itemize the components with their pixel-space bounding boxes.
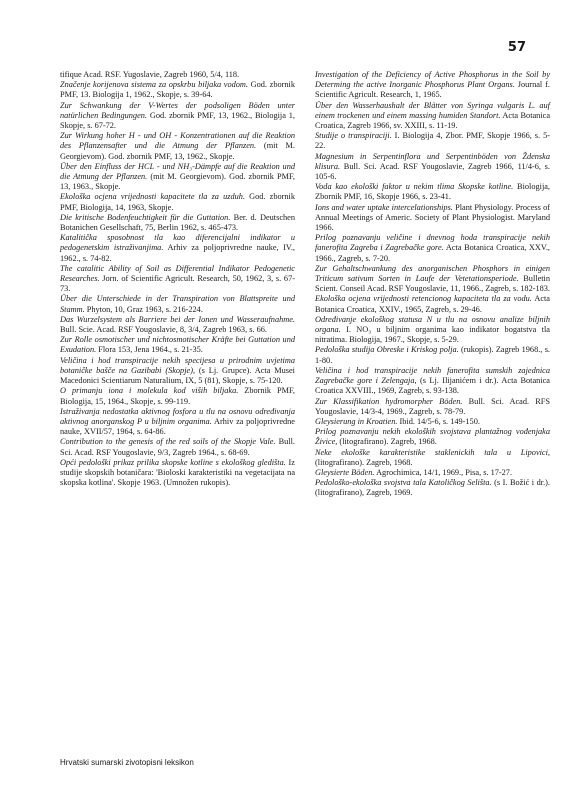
entry-source: (litografirano). Zagreb, 1968. xyxy=(315,457,413,467)
entry-source: (litografirano). Zagreb, 1968. xyxy=(337,437,437,447)
bibliography-entry xyxy=(315,397,550,417)
entry-title: Zur Gehaltschwankung des anorganischen Phosphors in einigen Triticum sativum Sorten in Laufe der Vetetationsperiode. xyxy=(315,263,550,284)
entry-title: Das Wurzelsystem als Barriere bei der Ionen und Wasseraufnahme. xyxy=(60,314,295,324)
bibliography-entry xyxy=(315,101,550,132)
bibliography-entry xyxy=(60,233,295,264)
bibliography-entry xyxy=(60,458,295,489)
bibliography-entry xyxy=(60,294,295,314)
right-column xyxy=(315,70,550,499)
bibliography-entry xyxy=(315,366,550,397)
entry-title: Neke ekološke karakteristike staklenickih tala u Lipovici, xyxy=(315,447,550,457)
bibliography-entry xyxy=(60,386,295,406)
entry-source: God. zbornik PMF, 13, 1962., Biologija 1, Skopje, s. 67-72. xyxy=(60,110,295,131)
entry-title: Ekološka ocjena vrijednosti kapacitete tla za uzduh. xyxy=(60,192,245,202)
entry-title: Gleysierte Böden. xyxy=(315,467,375,477)
bibliography-entry xyxy=(315,203,550,234)
entry-title: Veličina i hod transpiracije nekih fanerofita sumskih zajednica Zagrebačke gore i Zelengaja, xyxy=(315,365,550,386)
entry-source: Acta Botanica Croatica, Zagreb 1966, sv. XXIII, s. 11-19. xyxy=(315,110,550,131)
bibliography-entry xyxy=(60,101,295,132)
entry-source: Flora 153, Jena 1964., s. 21-35. xyxy=(96,345,203,355)
entry-title: Zur Schwankung der V-Wertes der podsoligen Böden unter natürlichen Bedingungen. xyxy=(60,100,295,120)
entry-source: Biologija, Zbornik PMF, 16, Skopje 1966, s. 23-41. xyxy=(315,182,551,202)
entry-title: Istraživanja nedostatka aktivnog fosfora u tlu na osnovu određivanja aktivnog anorganskog P u biljnim organima. xyxy=(60,406,295,426)
entry-source: Jorn. of Scientific Agricult. Research, 50, 1962, 3, s. 67-73. xyxy=(60,274,295,294)
entry-source: (s Lj. Ilijanićem i dr.). Acta Botanica Croatica XXVIII., 1969, Zagreb, s. 93-138. xyxy=(315,376,550,396)
entry-title: Određivanje ekološkog statusa N u tlu na osnovu analize biljnih organa. xyxy=(315,314,550,335)
entry-source: Phyton, 10, Graz 1963, s. 216-224. xyxy=(84,304,203,314)
entry-title: Über den Wasserhaushalt der Blätter von Syringa vulgaris L. auf einem trockenen und einem massing humiden Standort. xyxy=(315,100,550,120)
entry-title: O primanju iona i molekula kod viših biljaka. xyxy=(60,386,239,396)
entry-title: Prilog poznavanju nekih ekoloških svojstava plantažnog vođenjaka Živice, xyxy=(315,427,550,447)
entry-source: Bull. Sci. Acad. RFS Yougoslavie, 14/3-4, 1969., Zagreb, s. 78-79. xyxy=(315,396,550,416)
entry-title: Über den Einfluss der HCL - und NH₃-Dämpfe auf die Reaktion und die Atmung der Pflanzen. xyxy=(60,161,295,182)
entry-source: I. NO₃ u biljnim organima kao indikator bogatstva tla nitratima. Biologija, 1967., Skopje, s. 5-29. xyxy=(315,325,550,345)
bibliography-entry xyxy=(315,345,550,365)
entry-source: I. Biologija 4, Zbor. PMF, Skopje 1966, s. 5-22. xyxy=(315,131,550,151)
entry-source: Journal f. Scientific Agricult. Research, 1, 1965. xyxy=(315,80,550,100)
page-number: 57 xyxy=(507,40,526,55)
entry-source: Ber. d. Deutschen Botanichen Gesellschaft, 75, Berlin 1962, s. 465-473. xyxy=(60,212,295,233)
entry-source: Ibid. 14/5-6, s. 149-150. xyxy=(397,416,480,426)
entry-source: Iz studije skopskih botaničara: 'Bioloski karakteristiki na vegetacijata na skopska kotlina'. Skopje 1963. (Umnožen rukopis). xyxy=(60,457,295,488)
bibliography-entry xyxy=(60,192,295,212)
bibliography-entry xyxy=(315,468,550,478)
entry-title: Katalitička sposobnost tla kao diferencijalni indikator u pedogenetskim istraživanjima. xyxy=(60,233,295,253)
bibliography-entry xyxy=(315,448,550,468)
bibliography-entry xyxy=(60,407,295,438)
entry-source: tifique Acad. RSF. Yugoslavie, Zagreb 1960, 5/4, 118. xyxy=(60,70,240,79)
bibliography-entry xyxy=(60,264,295,295)
bibliography-entry xyxy=(315,131,550,151)
page-footer: Hrvatski sumarski zivotopisni leksikon xyxy=(60,758,194,767)
entry-title: Prilog poznavanju veličine i dnevnog hoda transpiracije nekih fanerofita Zagreba i Zagrebačke gore. xyxy=(315,233,550,253)
bibliography-entry xyxy=(60,437,295,457)
bibliography-entry xyxy=(315,478,550,498)
entry-source: (s I. Božić i dr.). (litografirano), Zagreb, 1969. xyxy=(315,478,550,498)
entry-title: Opći pedološki prikaz prilika skopske kotline s ekološkog gledišta. xyxy=(60,457,286,467)
bibliography-entry xyxy=(60,213,295,233)
entry-source: Bull. Scie. Acad. RSF Yougoslavie, 8, 3/4, Zagreb 1963, s. 66. xyxy=(60,325,267,335)
entry-source: (mit M. Georgievom). God. zbornik PMF, 13, 1962., Skopje. xyxy=(60,141,295,161)
bibliography-entry xyxy=(60,315,295,335)
entry-title: Die kritische Bodenfeuchtigkeit für die Guttation. xyxy=(60,212,231,222)
entry-title: Pedološko-ekološka svojstva tala Katoličkog Selišta. xyxy=(315,478,492,488)
entry-source: Arhiv za poljoprivredne nauke, XVII/57, 1964, s. 64-86. xyxy=(60,416,295,437)
entry-title: Zur Klassifikation hydromorpher Böden. xyxy=(315,396,463,406)
left-column xyxy=(60,70,295,488)
entry-source: (mit M. Georgievom). God. zbornik PMF, 13, 1963., Skopje. xyxy=(60,172,295,192)
bibliography-entry xyxy=(315,427,550,447)
bibliography-entry xyxy=(315,70,550,101)
bibliography-entry xyxy=(60,162,295,193)
bibliography-entry xyxy=(60,356,295,387)
bibliography-entry xyxy=(315,182,550,202)
entry-title: Studije o transpiraciji. xyxy=(315,131,392,141)
entry-source: Arhiv za poljoprivredne nauke, IV., 1962., s. 74-82. xyxy=(60,243,296,263)
bibliography-entry xyxy=(60,70,295,80)
entry-source: Acta Botanica Croatica, XXV., 1966., Zagreb, s. 7-20. xyxy=(315,243,550,263)
bibliography-entry xyxy=(60,335,295,355)
entry-title: Contribution to the genesis of the red soils of the Skopje Vale. xyxy=(60,437,276,447)
entry-title: Voda kao ekološki faktor u nekim tlima Skopske kotline. xyxy=(315,182,514,192)
entry-source: Agrochimica, 14/1, 1969., Pisa, s. 17-27. xyxy=(374,467,513,477)
entry-title: Ekološka ocjena vrijednosti retencionog kapaciteta tla za vodu. xyxy=(315,294,532,304)
entry-source: Bull. Sci. Acad. RSF Yougoslavie, Zagreb 1966, 11/4-6, s. 105-6. xyxy=(315,161,550,182)
bibliography-entry xyxy=(315,417,550,427)
bibliography-entry xyxy=(315,152,550,183)
entry-source: Bulletin Scient. Conseil Acad. RSF Yougoslavie, 11, 1966., Zagreb, s. 182-183. xyxy=(315,274,551,294)
entry-title: Veličina i hod transpiracije nekih specijesa u prirodnim uvjetima botaničke bašče na Gazibabi (Skopje), xyxy=(60,355,295,375)
entry-title: Značenje korijenova sistema za opskrbu biljaka vodom. xyxy=(60,80,248,90)
bibliography-entry xyxy=(60,131,295,162)
entry-source: (rukopis). Zagreb 1968., s. 1-80. xyxy=(315,345,550,365)
entry-title: Gleysierung in Kroatien. xyxy=(315,416,398,426)
bibliography-entry xyxy=(315,294,550,314)
entry-source: Zbornik PMF, Biologija, 15, 1964., Skopje, s. 99-119. xyxy=(60,386,295,406)
bibliography-entry xyxy=(315,233,550,264)
entry-source: God. zbornik PMF, Biologija, 14, 1963, Skopje. xyxy=(60,192,295,212)
entry-source: God. zbornik PMF, 13. Biologija 1, 1962., Skopje, s. 39-64. xyxy=(60,80,295,100)
entry-title: The catalitic Ability of Soil as Differential Indikator Pedogenetic Researches. xyxy=(60,263,295,284)
bibliography-entry xyxy=(315,315,550,346)
entry-title: Ions and water uptake intercelationships. xyxy=(315,202,453,212)
entry-title: Zur Rolle osmotischer und nichtosmotischer Kräfte bei Guttation und Exudation. xyxy=(60,335,295,355)
entry-source: Plant Physiology. Process of Annual Meetings of Americ. Society of Plant Physiologist. Maryland 1966. xyxy=(315,202,550,233)
entry-title: Über die Unterschiede in der Transpiration von Blattspreite und Stamm. xyxy=(60,294,295,314)
entry-source: Bull. Sci. Acad. RSF Yougoslavie, 9/3, Zagreb 1964., s. 68-69. xyxy=(60,437,295,457)
entry-source: Acta Botanica Croatica, XXIV., 1965, Zagreb, s. 29-46. xyxy=(315,294,550,314)
bibliography-entry xyxy=(315,264,550,295)
entry-title: Magnesium in Serpentinflora und Serpentinböden von Ždenska klisura. xyxy=(315,151,550,171)
entry-title: Investigation of the Deficiency of Active Phosphorus in the Soil by Determing the active Inorganic Phosphorus Plant Organs. xyxy=(315,70,550,90)
entry-title: Pedološka studija Obreske i Kriskog polja. xyxy=(315,345,459,355)
entry-title: Zur Wirkung hoher H - und OH - Konzentrationen auf die Reaktion des Pflanzensafter und die Atmung der Pflanzen. xyxy=(60,131,295,151)
bibliography-entry xyxy=(60,80,295,100)
entry-source: (s Lj. Grupce). Acta Musei Macedonici Scientiarum Naturalium, IX, 5 (81), Skopje, s. 75-120. xyxy=(60,365,295,386)
